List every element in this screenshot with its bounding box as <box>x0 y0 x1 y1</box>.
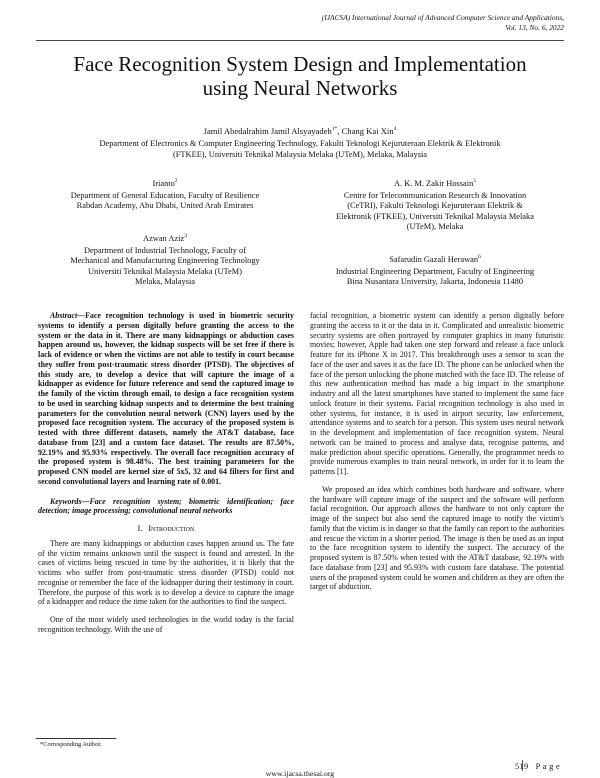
journal-volume: Vol. 13, No. 6, 2022 <box>505 22 564 32</box>
author-1-sup: 1* <box>331 126 338 133</box>
author-3-affiliation-2: Mechanical and Manufacturing Engineering Technology <box>70 256 260 266</box>
author-2-affiliation-1: Department of General Education, Faculty of Resilience <box>70 190 260 200</box>
journal-name: (IJACSA) International Journal of Advanced Computer Science and Applications, <box>321 13 564 22</box>
intro-paragraph-2: One of the most widely used technologies in the world today is the facial recognition technology. With the use of <box>38 615 294 634</box>
section-number: I. <box>137 524 143 533</box>
abstract-label: Abstract— <box>50 311 86 320</box>
author-3-name: Azwan Aziz <box>143 234 185 243</box>
paper-title <box>36 52 564 100</box>
right-column <box>310 311 564 592</box>
left-column <box>38 311 294 635</box>
author-5-name: A. K. M. Zakir Hossain <box>393 179 474 188</box>
author-5-sup: 5 <box>473 178 477 185</box>
section-title: Introduction <box>148 524 195 533</box>
author-5-affiliation-1: Centre for Telecommunication Research & Innovation <box>343 190 527 200</box>
main-affiliation-line-2: (FTKEE), Universiti Teknikal Malaysia Melaka (UTeM), Melaka, Malaysia <box>172 149 428 159</box>
right-paragraph-2: We proposed an idea which combines both hardware and software, where the hardware will capture image of the suspect and the software will perform facial recognition. Our approach allows the hardware to not only capture the image of the suspect but also send the captured image to notify the victim's family that the victim is in danger so that the family can report to the authorities and rescue the victim in a shorter period. The image is then be used as an input to the face recognition system to identify the suspect. The accuracy of the proposed system is 87.50% when tested with the AT&T database, 92.19% with face database from [23] and 95.93% with custom face database. The potential users of the proposed system could be women and children as they are often the target of abduction. <box>310 484 564 592</box>
title-line-2: using Neural Networks <box>202 76 398 100</box>
abstract <box>38 311 294 487</box>
title-line-1: Face Recognition System Design and Implementation <box>73 52 527 76</box>
journal-url: www.ijacsa.thesai.org <box>265 769 335 778</box>
author-1-name: Jamil Abedalrahim Jamil Alsyayadeh <box>203 126 332 136</box>
abstract-text: Face recognition technology is used in biometric security systems to identify a person digitally before granting the access to the system or the data in it. There are many kidnappings or abduction cases happen around us, however, the kidnap suspects will be set free if there is lack of evidence or when the victims are not able to testify in court because they suffer from post-traumatic stress disorder (PTSD). The objectives of this study are, to develop a device that will capture the image of a kidnapper as evidence for future reference and send the captured image to the family of the victim through email, to design a face recognition system to be used in searching kidnap suspects and to determine the best training parameters for the convolution neural network (CNN) layers used by the proposed face recognition system. The accuracy of the proposed system is tested with three different datasets, namely the AT&T database, face database from [23] and a custom face dataset. The results are 87.50%, 92.19% and 95.93% respectively. The overall face recognition accuracy of the proposed system is 98.48%. The best training parameters for the proposed CNN model are kernel size of 5x5, 32 and 64 filters for first and second convolutional layers and learning rate of 0.001. <box>38 311 294 486</box>
author-5-affiliation-2: (CeTRI), Fakulti Teknologi Kejuruteraan Elektrik & <box>347 201 523 211</box>
author-block-5 <box>304 179 566 233</box>
corresponding-author-footnote: *Corresponding Author. <box>40 741 102 748</box>
header-divider <box>36 40 564 41</box>
author-2-name: Irianto <box>152 179 175 188</box>
author-block-2 <box>36 179 294 212</box>
author-2-affiliation-2: Rabdan Academy, Abu Dhabi, United Arab Emirates <box>76 201 254 211</box>
page-number-value: 519 <box>514 762 529 771</box>
footnote-divider <box>36 738 116 739</box>
author-6-name: Safarudin Gazali Herawan <box>389 255 479 264</box>
author-6-sup: 6 <box>478 254 481 261</box>
intro-paragraph-1: There are many kidnappings or abduction cases happen around us. The fate of the victim remains unknown until the suspect is found and arrested. In the cases of victims being rescued in time by the authorities, it is likely that the victims who suffer from post-traumatic stress disorder (PTSD) could not recognise or remember the face of the kidnapper during their testimony in court. Therefore, the purpose of this work is to develop a device to capture the image of a kidnapper and reduce the time taken for the authorities to find the suspect. <box>38 538 294 607</box>
author-3-affiliation-1: Department of Industrial Technology, Faculty of <box>84 245 246 255</box>
author-block-6 <box>304 255 566 288</box>
page-label: P a g e <box>535 762 560 771</box>
author-5-affiliation-3: Elektronik (FTKEE), Universiti Teknikal Malaysia Melaka <box>336 211 534 221</box>
author-6-affiliation-1: Industrial Engineering Department, Faculty of Engineering <box>335 266 535 276</box>
section-heading-introduction <box>38 524 294 534</box>
author-3-affiliation-4: Melaka, Malaysia <box>135 277 195 287</box>
journal-header <box>204 13 564 32</box>
keywords <box>38 497 294 517</box>
main-affiliation <box>36 139 564 160</box>
author-3-sup: 3 <box>184 233 187 240</box>
main-affiliation-line-1: Department of Electronics & Computer Engineering Technology, Fakulti Teknologi Kejuruteraan Elektrik & Elektronik <box>99 139 501 148</box>
author-3-affiliation-3: Universiti Teknikal Malaysia Melaka (UTeM) <box>87 266 243 276</box>
author-6-affiliation-2: Bina Nusantara University, Jakarta, Indonesia 11480 <box>346 277 524 287</box>
page-number <box>515 762 560 771</box>
right-paragraph-1: facial recognition, a biometric system can identify a person digitally before granting the access to it or the data in it. Complicated and unrealistic biometric security systems are often portrayed by computer graphics in many futuristic movies; however, Apple had taken one step forward and release a face unlock feature for its iPhone X in 2017. This breakthrough uses a sensor to scan the face of the user and saves it as the face ID. The phone can be unlocked when the face of the person unlocking the phone matched with the face ID. The release of this new authentication method has made a big impact in the smartphone industry and all the latest smartphones have started to implement the same face unlock feature in their systems. Facial recognition technology is also used in other systems, for instance, it is used in airport security, law enforcement, attendance systems and to search for a person. This system uses neural network in the development and implementation of face recognition system. Neural network can be trained to process and analyse data, recognise patterns, and make prediction about specific operations. Generally, the programmer needs to provide numerous examples to train neural network, in order for it to learn the patterns [1]. <box>310 311 565 476</box>
main-authors <box>36 126 564 137</box>
author-2-sup: 2 <box>174 178 178 185</box>
keywords-label: Keywords— <box>50 496 90 506</box>
author-4-name: , Chang Kai Xin <box>337 126 394 136</box>
author-5-affiliation-4: (UTeM), Melaka <box>406 222 464 232</box>
author-block-3 <box>36 234 294 288</box>
author-4-sup: 4 <box>393 126 397 133</box>
keywords-text: Face recognition system; biometric identification; face detection; image processing; convolutional neural networks <box>38 496 294 516</box>
